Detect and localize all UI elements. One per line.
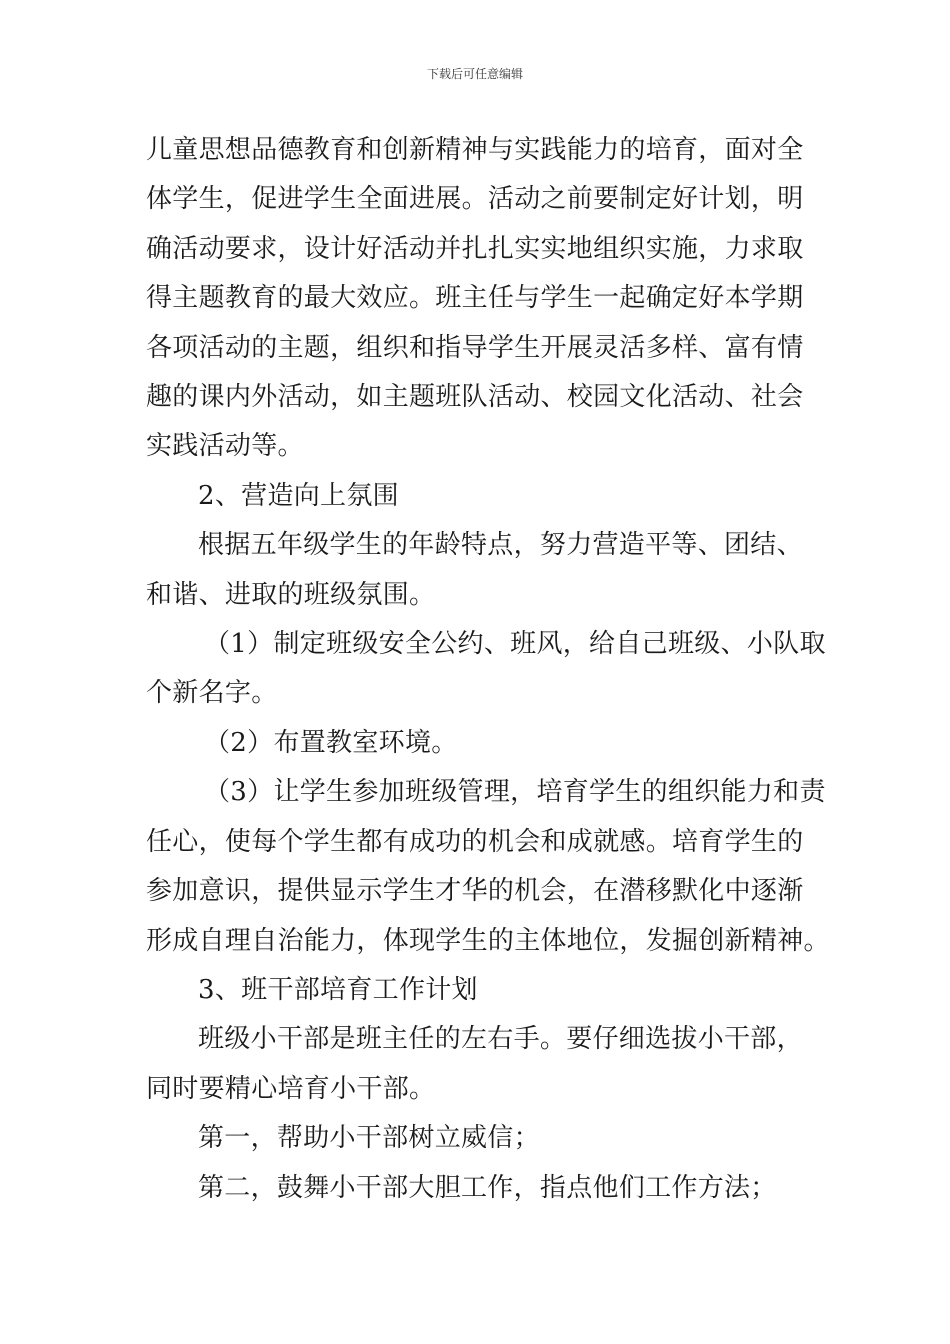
text-line: 得主题教育的最大效应。班主任与学生一起确定好本学期 [146, 283, 804, 314]
text-line: 各项活动的主题，组织和指导学生开展灵活多样、富有情 [146, 332, 804, 363]
text-line: 和谐、进取的班级氛围。 [146, 579, 436, 610]
text-line: 第二，鼓舞小干部大胆工作，指点他们工作方法； [198, 1172, 777, 1203]
section-heading-2: 2、营造向上氛围 [198, 480, 399, 511]
text-line: 同时要精心培育小干部。 [146, 1073, 436, 1104]
text-line: 儿童思想品德教育和创新精神与实践能力的培育，面对全 [146, 135, 804, 165]
text-line: 趣的课内外活动，如主题班队活动、校园文化活动、社会 [146, 382, 804, 413]
document-body [146, 126, 830, 1213]
text-line: 形成自理自治能力，体现学生的主体地位，发掘创新精神。 [146, 925, 830, 956]
section-heading-3: 3、班干部培育工作计划 [198, 974, 478, 1005]
text-line: 根据五年级学生的年龄特点，努力营造平等、团结、 [198, 530, 803, 561]
text-line: 实践活动等。 [146, 431, 304, 462]
text-line: 班级小干部是班主任的左右手。要仔细选拔小干部， [198, 1024, 803, 1055]
text-line: 确活动要求，设计好活动并扎扎实实地组织实施，力求取 [146, 233, 804, 264]
text-line: 参加意识，提供显示学生才华的机会，在潜移默化中逐渐 [146, 876, 804, 907]
list-item-1: （1）制定班级安全公约、班风，给自己班级、小队取 [204, 629, 826, 660]
text-line: 任心，使每个学生都有成功的机会和成就感。培育学生的 [146, 826, 804, 857]
list-item-2: （2）布置教室环境。 [204, 727, 458, 758]
page-header-note: 下载后可任意编辑 [426, 67, 523, 81]
text-line: 体学生，促进学生全面进展。活动之前要制定好计划，明 [146, 184, 804, 215]
text-line: 个新名字。 [146, 678, 278, 709]
list-item-3: （3）让学生参加班级管理，培育学生的组织能力和责 [204, 777, 826, 808]
text-line: 第一，帮助小干部树立威信； [198, 1123, 540, 1154]
